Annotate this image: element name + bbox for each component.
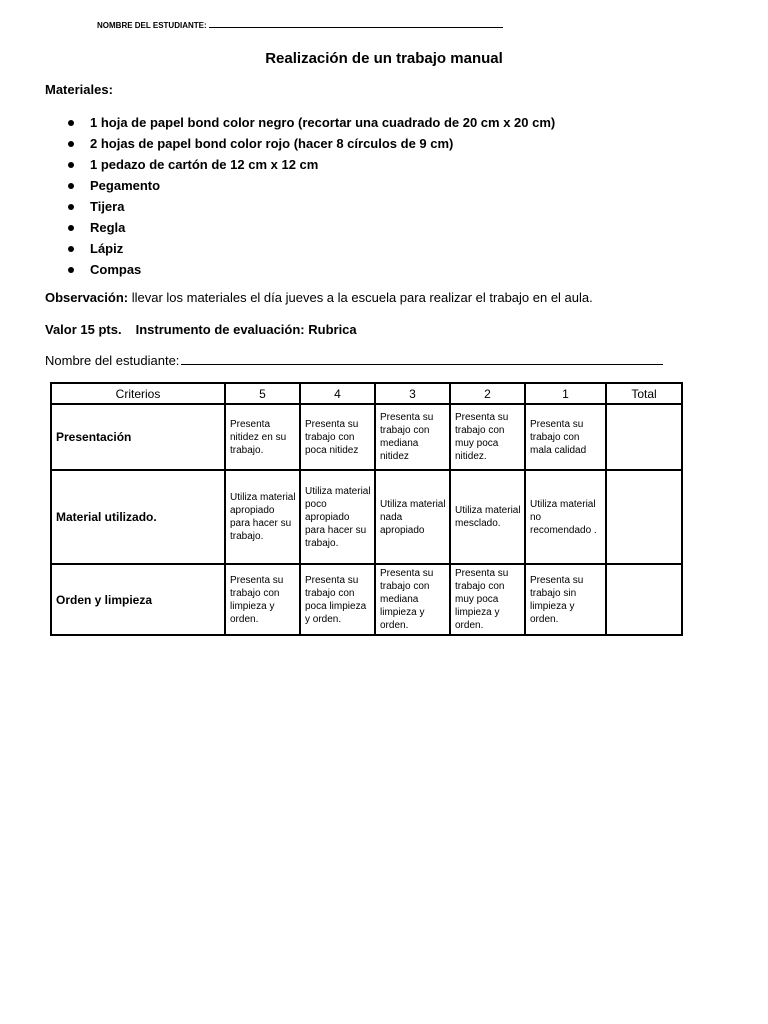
- rubric-cell-5: Utiliza material apropiado para hacer su trabajo.: [225, 470, 300, 564]
- rubric-header-4: 4: [300, 383, 375, 404]
- points-value: Valor 15 pts.: [45, 322, 122, 337]
- materials-item-text: Pegamento: [90, 178, 161, 193]
- rubric-cell-4: Presenta su trabajo con poca limpieza y orden.: [300, 564, 375, 635]
- header-student-name: [97, 19, 503, 30]
- materials-item-text: Lápiz: [90, 241, 124, 256]
- materials-item-text: 1 pedazo de cartón de 12 cm x 12 cm: [90, 157, 319, 172]
- rubric-header-3: 3: [375, 383, 450, 404]
- rubric-cell-total[interactable]: [606, 564, 682, 635]
- header-student-name-blank[interactable]: [209, 19, 503, 28]
- materials-item-text: 1 hoja de papel bond color negro (recortar una cuadrado de 20 cm x 20 cm): [90, 115, 556, 130]
- rubric-cell-5: Presenta nitidez en su trabajo.: [225, 404, 300, 470]
- materials-list-item: [45, 196, 555, 217]
- rubric-cell-2: Presenta su trabajo con muy poca nitidez.: [450, 404, 525, 470]
- bullet-icon: [68, 225, 74, 231]
- rubric-criterion: Material utilizado.: [51, 470, 225, 564]
- materials-list-item: [45, 217, 555, 238]
- evaluation-info: [45, 322, 357, 337]
- rubric-header-row: [51, 383, 682, 404]
- rubric-header-5: 5: [225, 383, 300, 404]
- student-name-line: [45, 352, 663, 368]
- rubric-cell-total[interactable]: [606, 404, 682, 470]
- student-name-blank[interactable]: [181, 352, 663, 365]
- rubric-row-material: [51, 470, 682, 564]
- rubric-cell-1: Presenta su trabajo con mala calidad: [525, 404, 606, 470]
- bullet-icon: [68, 141, 74, 147]
- rubric-cell-3: Utiliza material nada apropiado: [375, 470, 450, 564]
- materials-list-item: [45, 154, 555, 175]
- rubric-cell-1: Presenta su trabajo sin limpieza y orden.: [525, 564, 606, 635]
- observation-label: Observación:: [45, 290, 129, 305]
- rubric-cell-5: Presenta su trabajo con limpieza y orden.: [225, 564, 300, 635]
- header-student-name-label: NOMBRE DEL ESTUDIANTE:: [97, 21, 207, 30]
- materials-item-text: Compas: [90, 262, 142, 277]
- rubric-cell-3: Presenta su trabajo con mediana limpieza y orden.: [375, 564, 450, 635]
- student-name-label: Nombre del estudiante:: [45, 353, 180, 368]
- rubric-cell-3: Presenta su trabajo con mediana nitidez: [375, 404, 450, 470]
- materials-list: [45, 112, 555, 280]
- rubric-cell-total[interactable]: [606, 470, 682, 564]
- page-title: Realización de un trabajo manual: [265, 50, 503, 67]
- materials-item-text: Tijera: [90, 199, 125, 214]
- rubric-table: [50, 382, 683, 636]
- bullet-icon: [68, 204, 74, 210]
- rubric-header-total: Total: [606, 383, 682, 404]
- materials-list-item: [45, 259, 555, 280]
- rubric-header-2: 2: [450, 383, 525, 404]
- rubric-cell-2: Utiliza material mesclado.: [450, 470, 525, 564]
- bullet-icon: [68, 162, 74, 168]
- bullet-icon: [68, 246, 74, 252]
- rubric-criterion: Presentación: [51, 404, 225, 470]
- materials-list-item: [45, 112, 555, 133]
- rubric-cell-2: Presenta su trabajo con muy poca limpieza y orden.: [450, 564, 525, 635]
- materials-item-text: 2 hojas de papel bond color rojo (hacer 8 círculos de 9 cm): [90, 136, 454, 151]
- materials-list-item: [45, 133, 555, 154]
- bullet-icon: [68, 120, 74, 126]
- observation-text: llevar los materiales el día jueves a la escuela para realizar el trabajo en el aula.: [131, 290, 593, 305]
- observation-paragraph: [45, 290, 593, 305]
- materials-list-item: [45, 238, 555, 259]
- rubric-row-presentacion: [51, 404, 682, 470]
- rubric-criterion: Orden y limpieza: [51, 564, 225, 635]
- rubric-row-orden: [51, 564, 682, 635]
- evaluation-instrument: Instrumento de evaluación: Rubrica: [135, 322, 357, 337]
- rubric-cell-4: Utiliza material poco apropiado para hacer su trabajo.: [300, 470, 375, 564]
- materials-item-text: Regla: [90, 220, 126, 235]
- materials-heading: Materiales:: [45, 82, 113, 97]
- rubric-cell-1: Utiliza material no recomendado .: [525, 470, 606, 564]
- materials-list-item: [45, 175, 555, 196]
- rubric-cell-4: Presenta su trabajo con poca nitidez: [300, 404, 375, 470]
- rubric-header-1: 1: [525, 383, 606, 404]
- bullet-icon: [68, 183, 74, 189]
- bullet-icon: [68, 267, 74, 273]
- rubric-header-criterios: Criterios: [51, 383, 225, 404]
